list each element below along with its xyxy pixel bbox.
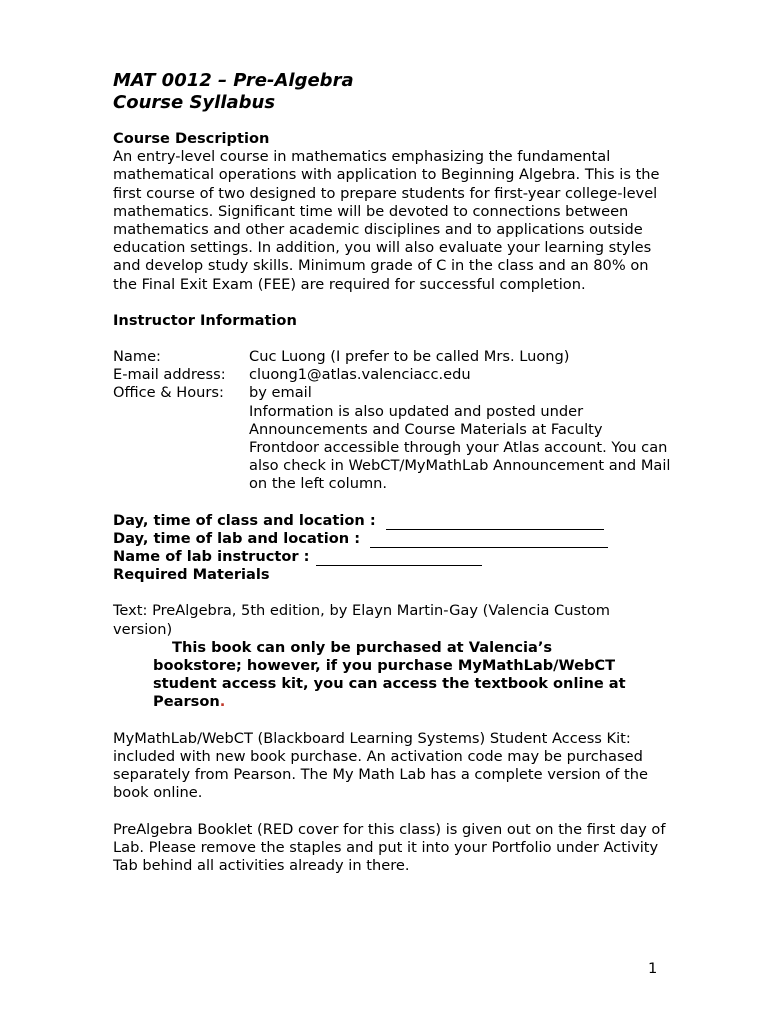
textbook-line: Text: PreAlgebra, 5th edition, by Elayn Martin-Gay (Valencia Custom version) — [113, 602, 610, 638]
instructor-office-row — [113, 384, 673, 493]
syllabus-page — [113, 70, 673, 875]
office-note: Information is also updated and posted under Announcements and Course Materials at Faculty Frontdoor accessible through your Atlas account. You can also check in WebCT/MyMathLab Announcement and Mail on the left column. — [249, 402, 671, 493]
class-time-row — [113, 512, 673, 530]
lab-time-row — [113, 530, 673, 548]
lab-instructor-label: Name of lab instructor : — [113, 548, 310, 566]
course-description-heading: Course Description — [113, 130, 270, 147]
office-value: by email — [249, 384, 312, 402]
instructor-name-row — [113, 348, 673, 366]
notice-rest — [153, 657, 653, 712]
office-label: Office & Hours: — [113, 384, 224, 402]
class-time-label: Day, time of class and location : — [113, 511, 376, 529]
notice-rest-text: bookstore; however, if you purchase MyMathLab/WebCT student access kit, you can access the textbook online at Pearson — [153, 657, 626, 711]
course-description-section — [113, 130, 673, 294]
class-time-blank — [386, 515, 604, 530]
page-number: 1 — [648, 960, 658, 977]
booklet-paragraph: PreAlgebra Booklet (RED cover for this class) is given out on the first day of Lab. Please remove the staples and put it into your Portfolio under Activity Tab behind all activities already in there. — [113, 820, 666, 874]
instructor-section — [113, 312, 673, 494]
office-value-block — [249, 384, 673, 493]
instructor-heading: Instructor Information — [113, 311, 297, 329]
title-line-2: Course Syllabus — [113, 92, 276, 113]
notice-period: . — [219, 693, 226, 711]
lab-instructor-row — [113, 548, 673, 566]
required-materials-heading: Required Materials — [113, 566, 270, 584]
email-label: E-mail address: — [113, 366, 226, 384]
name-label: Name: — [113, 348, 161, 366]
name-value: Cuc Luong (I prefer to be called Mrs. Luong) — [249, 348, 570, 366]
document-title — [113, 70, 673, 114]
title-line-1: MAT 0012 – Pre-Algebra — [113, 70, 354, 91]
instructor-email-row — [113, 366, 673, 384]
materials-section — [113, 602, 673, 875]
notice-first-line: This book can only be purchased at Valencia’s — [172, 638, 553, 656]
bookstore-notice — [153, 639, 653, 712]
class-details-section — [113, 512, 673, 585]
access-kit-paragraph: MyMathLab/WebCT (Blackboard Learning Systems) Student Access Kit: included with new book purchase. An activation code may be purchased separately from Pearson. The My Math Lab has a complete version of the book online. — [113, 729, 648, 802]
course-description-body: An entry-level course in mathematics emphasizing the fundamental mathematical operations with application to Beginning Algebra. This is the first course of two designed to prepare students for first-year college-level mathematics. Significant time will be devoted to connections between mathematics and other academic disciplines and to applications outside education settings. In addition, you will also evaluate your learning styles and develop study skills. Minimum grade of C in the class and an 80% on the Final Exit Exam (FEE) are required for successful completion. — [113, 148, 660, 293]
email-value[interactable]: cluong1@atlas.valenciacc.edu — [249, 366, 471, 384]
lab-instructor-blank — [316, 551, 482, 566]
lab-time-blank — [370, 533, 608, 548]
lab-time-label: Day, time of lab and location : — [113, 529, 361, 547]
